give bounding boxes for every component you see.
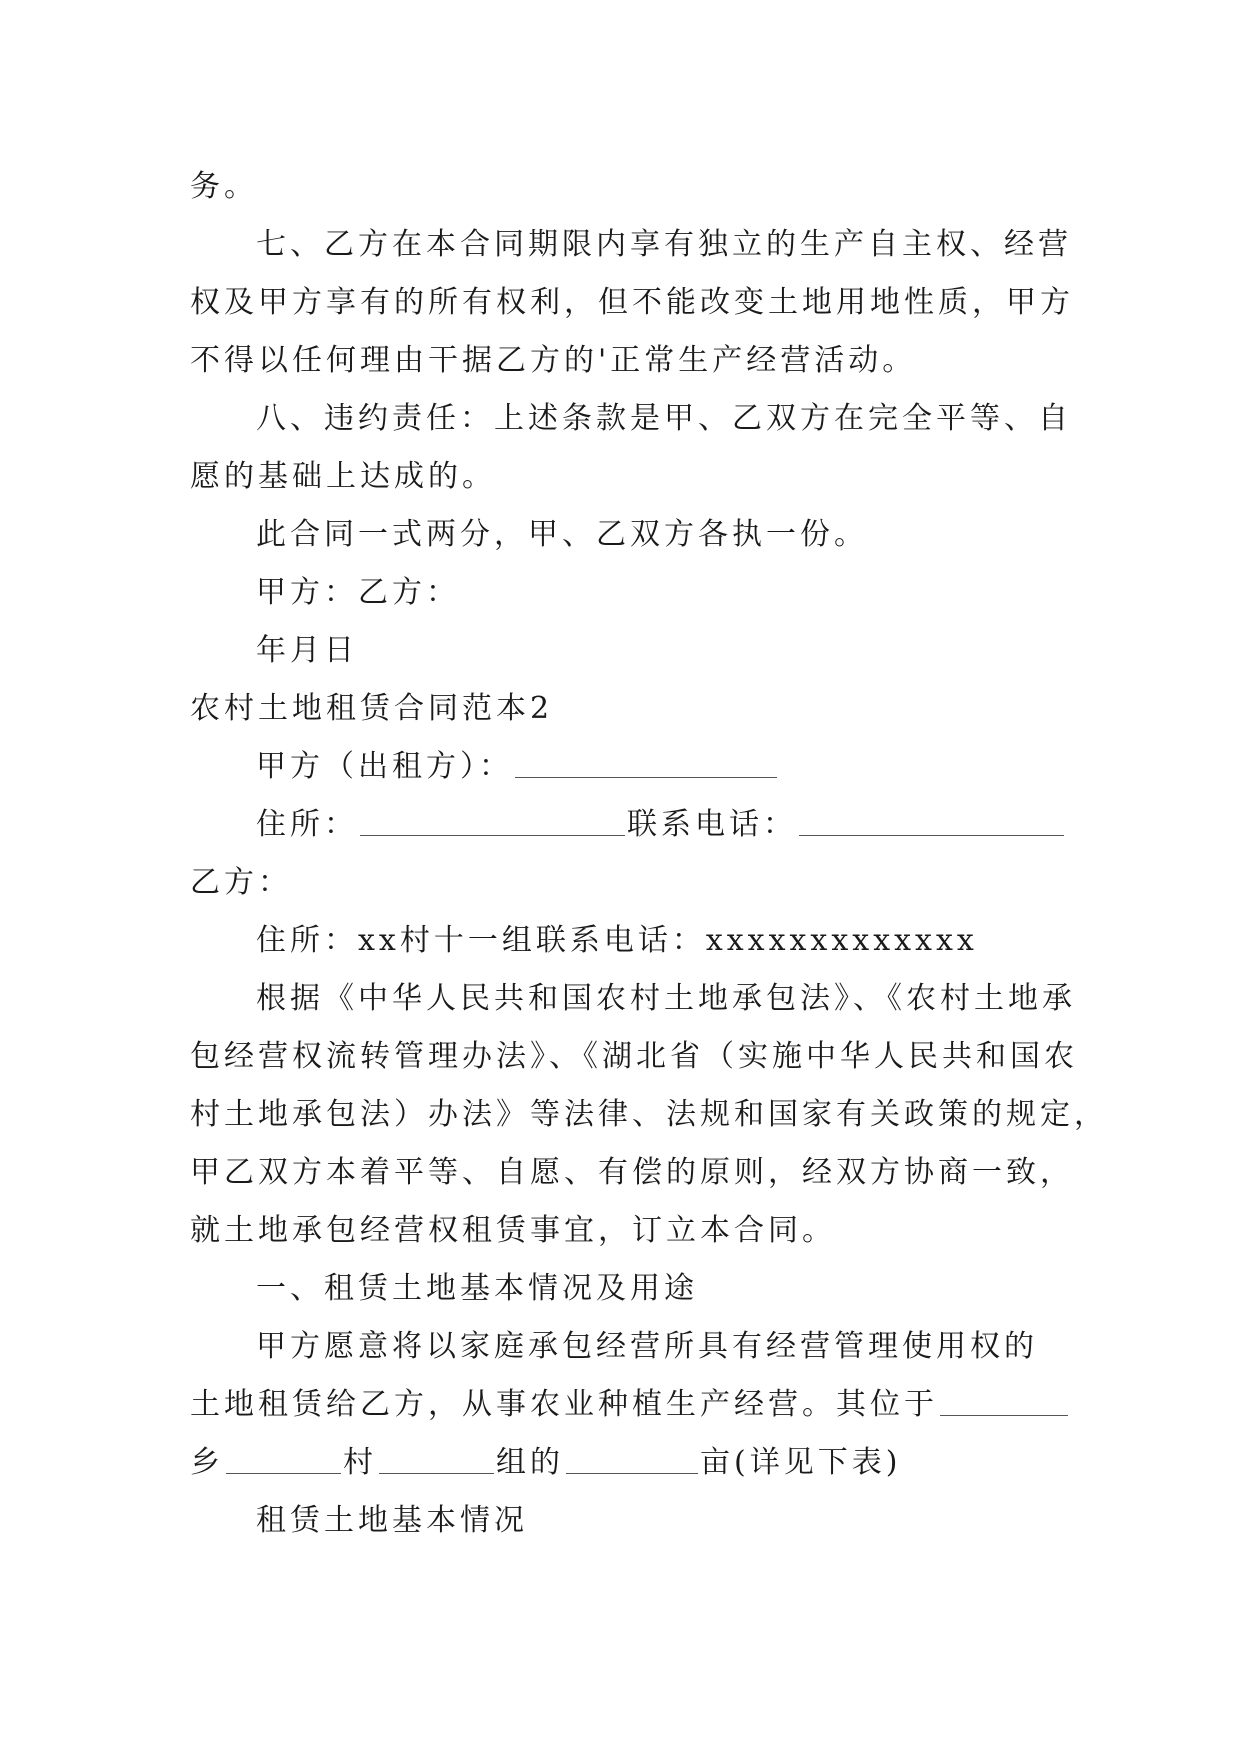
text-line xyxy=(190,332,1050,390)
text-segment: 就土地承包经营权租赁事宜，订立本合同。 xyxy=(190,1213,836,1248)
area-blank[interactable] xyxy=(566,1447,698,1474)
text-line xyxy=(190,1144,1074,1202)
signature-line xyxy=(190,564,1050,622)
party-a-line xyxy=(190,738,1050,796)
text-segment: 年月日 xyxy=(256,633,358,668)
party-b-address-line xyxy=(190,912,1050,970)
text-segment: 权及甲方享有的所有权利，但不能改变土地用地性质，甲方 xyxy=(190,285,1074,320)
text-segment: 七、乙方在本合同期限内享有独立的生产自主权、经营 xyxy=(256,227,1072,262)
text-segment: 务。 xyxy=(190,169,258,204)
text-segment: 愿的基础上达成的。 xyxy=(190,459,496,494)
text-segment: 住所： xyxy=(256,807,358,842)
text-segment: 此合同一式两分，甲、乙双方各执一份。 xyxy=(256,517,868,552)
article-one-text xyxy=(190,1318,1050,1376)
copies-note xyxy=(190,506,1050,564)
section-heading xyxy=(190,680,1050,738)
text-segment: 乡 xyxy=(190,1445,224,1480)
address-blank[interactable] xyxy=(360,809,625,836)
text-segment: 村 xyxy=(343,1445,377,1480)
text-line xyxy=(190,1202,1050,1260)
document-body xyxy=(190,158,1108,1550)
date-line xyxy=(190,622,1050,680)
party-b-line xyxy=(190,854,1050,912)
article-one-heading xyxy=(190,1260,1050,1318)
text-segment: 包经营权流转管理办法》、《湖北省（实施中华人民共和国农 xyxy=(190,1039,1078,1074)
text-segment: 甲方（出租方）： xyxy=(256,749,513,784)
party-a-address-line xyxy=(190,796,1050,854)
text-segment: 八、违约责任：上述条款是甲、乙双方在完全平等、自 xyxy=(256,401,1072,436)
text-segment: 联系电话： xyxy=(627,807,797,842)
text-segment: 组的 xyxy=(496,1445,564,1480)
text-segment: 租赁土地基本情况 xyxy=(256,1503,528,1538)
clause-eight xyxy=(190,390,1072,448)
text-segment: 农村土地租赁合同范本2 xyxy=(190,691,554,726)
text-segment: 甲方：乙方： xyxy=(256,575,460,610)
text-segment: 乙方： xyxy=(190,865,292,900)
township-blank[interactable] xyxy=(226,1447,341,1474)
text-line xyxy=(190,158,1050,216)
text-line xyxy=(190,274,1074,332)
text-segment: 住所：xx村十一组联系电话：xxxxxxxxxxxxx xyxy=(256,923,978,958)
text-line xyxy=(190,1028,1078,1086)
text-segment: 不得以任何理由干据乙方的'正常生产经营活动。 xyxy=(190,343,917,378)
text-segment: 根据《中华人民共和国农村土地承包法》、《农村土地承 xyxy=(256,981,1076,1016)
text-segment: 土地租赁给乙方，从事农业种植生产经营。其位于 xyxy=(190,1387,938,1422)
text-segment: 一、租赁土地基本情况及用途 xyxy=(256,1271,698,1306)
legal-basis xyxy=(190,970,1076,1028)
text-segment: 村土地承包法）办法》等法律、法规和国家有关政策的规定， xyxy=(190,1097,1108,1132)
text-segment: 亩(详见下表) xyxy=(700,1445,902,1480)
text-line xyxy=(190,1376,1050,1434)
location-blank[interactable] xyxy=(940,1389,1068,1416)
clause-seven xyxy=(190,216,1072,274)
text-line xyxy=(190,1434,1050,1492)
table-caption xyxy=(190,1492,1050,1550)
text-line xyxy=(190,448,1050,506)
text-line xyxy=(190,1086,1108,1144)
party-a-blank[interactable] xyxy=(515,751,777,778)
text-segment: 甲方愿意将以家庭承包经营所具有经营管理使用权的 xyxy=(256,1329,1038,1364)
phone-blank[interactable] xyxy=(799,809,1064,836)
village-blank[interactable] xyxy=(379,1447,494,1474)
text-segment: 甲乙双方本着平等、自愿、有偿的原则，经双方协商一致， xyxy=(190,1155,1074,1190)
